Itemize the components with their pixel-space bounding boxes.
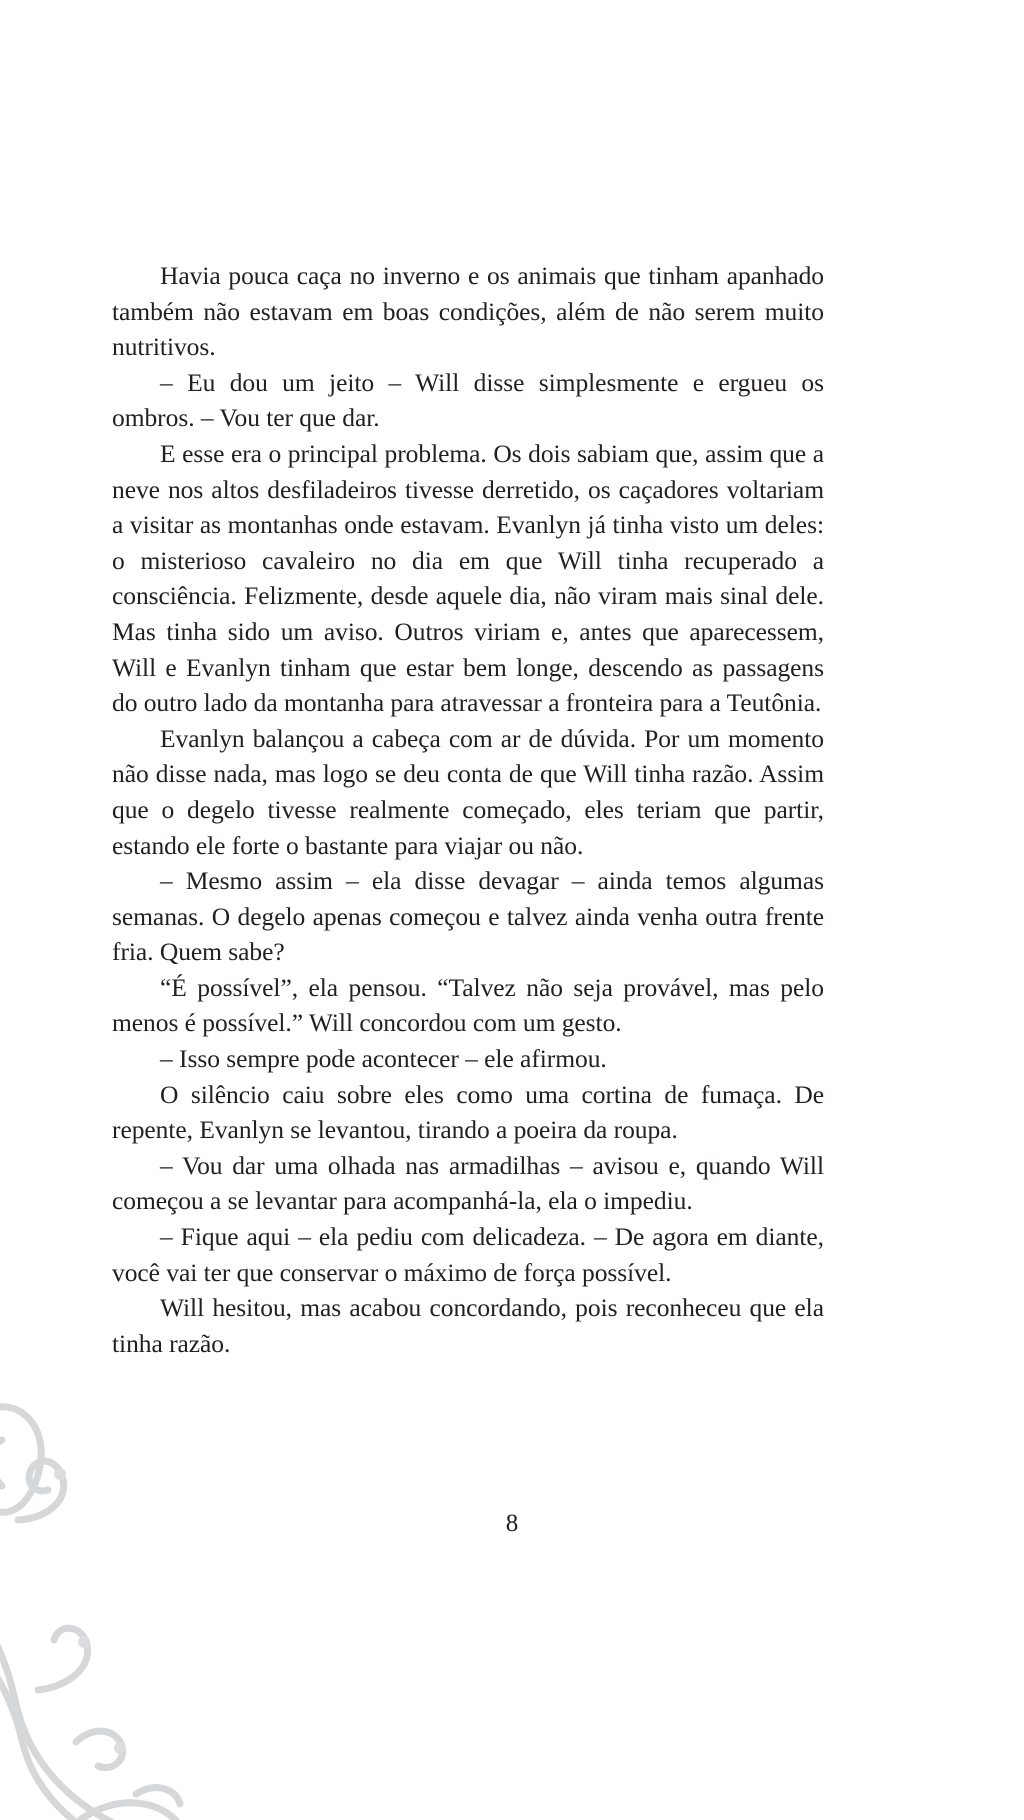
paragraph: – Isso sempre pode acontecer – ele afirmou.: [160, 1044, 607, 1074]
paragraph: E esse era o principal problema. Os dois sabiam que, assim que a neve nos altos desfiladeiros tivesse derretido, os caçadores voltariam a visitar as montanhas onde estavam. Evanlyn já tinha visto um deles: o misterioso cavaleiro no dia em que Will tinha recuperado a consciência. Felizmente, desde aquele dia, não viram mais sinal dele. Mas tinha sido um aviso. Outros viriam e, antes que aparecessem, Will e Evanlyn tinham que estar bem longe, descendo as passagens do outro lado da montanha para atravessar a fronteira para a Teutônia.: [112, 438, 824, 718]
body-text-column: [112, 258, 824, 1361]
floral-vine-flourish-icon: [0, 1390, 400, 1820]
paragraph: Will hesitou, mas acabou concordando, pois reconheceu que ela tinha razão.: [112, 1293, 824, 1358]
page-number: 8: [505, 1510, 519, 1537]
paragraph: “É possível”, ela pensou. “Talvez não seja provável, mas pelo menos é possível.” Will concordou com um gesto.: [112, 972, 824, 1038]
paragraph: O silêncio caiu sobre eles como uma cortina de fumaça. De repente, Evanlyn se levantou, tirando a poeira da roupa.: [112, 1079, 824, 1145]
paragraph: Evanlyn balançou a cabeça com ar de dúvida. Por um momento não disse nada, mas logo se deu conta de que Will tinha razão. Assim que o degelo tivesse realmente começado, eles teriam que partir, estando ele forte o bastante para viajar ou não.: [112, 723, 824, 860]
paragraph: – Mesmo assim – ela disse devagar – ainda temos algumas semanas. O degelo apenas começou e talvez ainda venha outra frente fria. Quem sabe?: [112, 866, 824, 967]
paragraph: – Eu dou um jeito – Will disse simplesmente e ergueu os ombros. – Vou ter que dar.: [112, 367, 824, 433]
paragraph: Havia pouca caça no inverno e os animais que tinham apanhado também não estavam em boas condições, além de não serem muito nutritivos.: [112, 261, 824, 362]
paragraph: – Fique aqui – ela pediu com delicadeza. – De agora em diante, você vai ter que conservar o máximo de força possível.: [112, 1222, 824, 1287]
paragraph: – Vou dar uma olhada nas armadilhas – avisou e, quando Will começou a se levantar para acompanhá-la, ela o impediu.: [112, 1150, 824, 1216]
